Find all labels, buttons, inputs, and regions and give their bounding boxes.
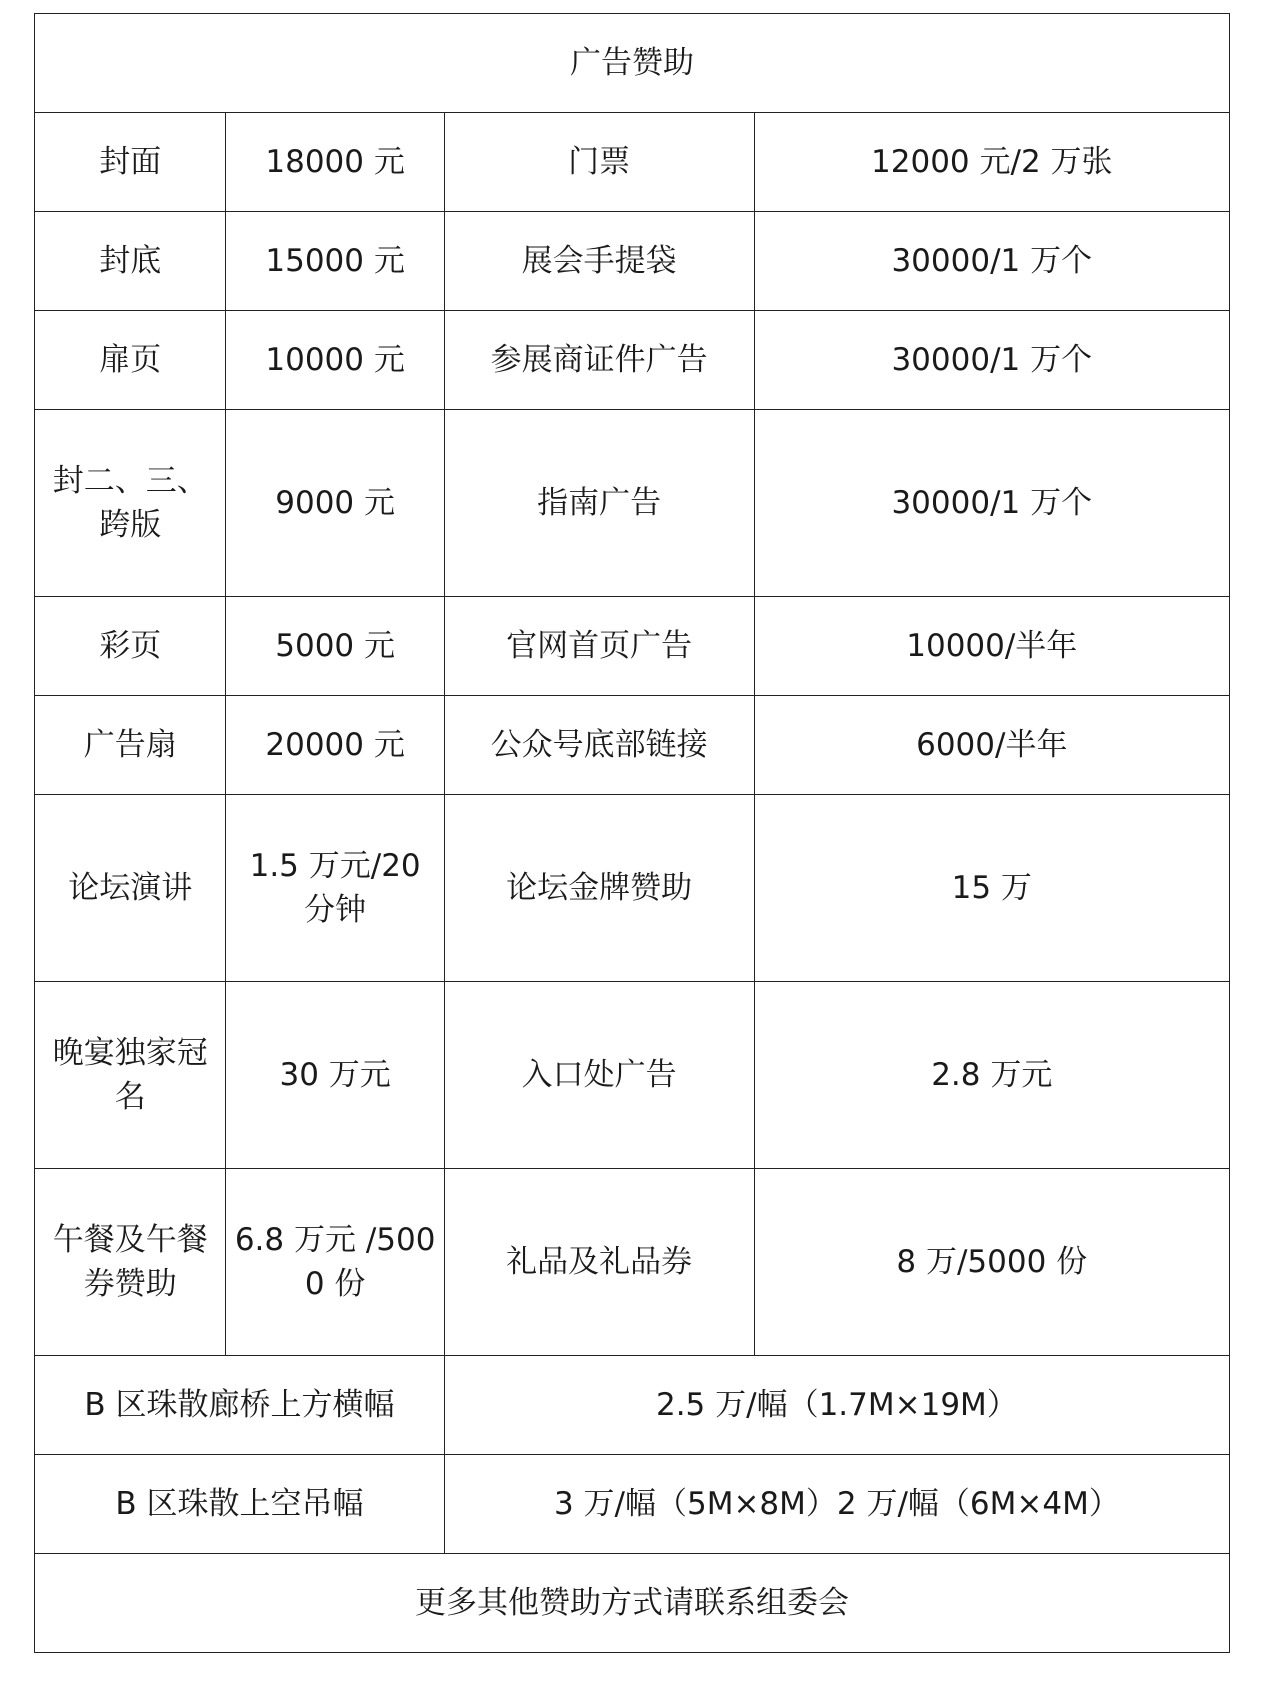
table-row-wide [35, 1356, 1230, 1455]
item-price: 2.5 万/幅（1.7M×19M） [444, 1356, 1229, 1455]
sponsorship-table [34, 13, 1230, 1653]
item-price: 30000/1 万个 [754, 410, 1229, 597]
item-name: 论坛演讲 [35, 795, 226, 982]
item-price: 30000/1 万个 [754, 311, 1229, 410]
table-row [35, 113, 1230, 212]
item-name: 广告扇 [35, 696, 226, 795]
table-title: 广告赞助 [35, 14, 1230, 113]
table-footer-note: 更多其他赞助方式请联系组委会 [35, 1554, 1230, 1653]
item-price: 1.5 万元/20 分钟 [226, 795, 444, 982]
item-name: 官网首页广告 [444, 597, 754, 696]
item-name: 公众号底部链接 [444, 696, 754, 795]
table-row [35, 597, 1230, 696]
table-row [35, 212, 1230, 311]
item-price: 30000/1 万个 [754, 212, 1229, 311]
item-name: 礼品及礼品券 [444, 1169, 754, 1356]
item-name: 入口处广告 [444, 982, 754, 1169]
item-name: 午餐及午餐券赞助 [35, 1169, 226, 1356]
table-row [35, 311, 1230, 410]
table-row [35, 696, 1230, 795]
item-name: 论坛金牌赞助 [444, 795, 754, 982]
table-footer-row [35, 1554, 1230, 1653]
item-name: 门票 [444, 113, 754, 212]
item-price: 15 万 [754, 795, 1229, 982]
item-price: 20000 元 [226, 696, 444, 795]
item-name: 封底 [35, 212, 226, 311]
item-price: 12000 元/2 万张 [754, 113, 1229, 212]
item-name: 指南广告 [444, 410, 754, 597]
item-price: 6.8 万元 /5000 份 [226, 1169, 444, 1356]
table-row [35, 982, 1230, 1169]
item-price: 2.8 万元 [754, 982, 1229, 1169]
table-row [35, 795, 1230, 982]
item-price: 30 万元 [226, 982, 444, 1169]
table-row-wide [35, 1455, 1230, 1554]
item-name: 展会手提袋 [444, 212, 754, 311]
item-name: 封面 [35, 113, 226, 212]
table-title-row [35, 14, 1230, 113]
item-price: 10000/半年 [754, 597, 1229, 696]
item-price: 10000 元 [226, 311, 444, 410]
item-price: 18000 元 [226, 113, 444, 212]
item-name: 参展商证件广告 [444, 311, 754, 410]
item-price: 8 万/5000 份 [754, 1169, 1229, 1356]
item-name: B 区珠散上空吊幅 [35, 1455, 445, 1554]
table-row [35, 410, 1230, 597]
item-price: 9000 元 [226, 410, 444, 597]
item-price: 3 万/幅（5M×8M）2 万/幅（6M×4M） [444, 1455, 1229, 1554]
item-price: 5000 元 [226, 597, 444, 696]
table-row [35, 1169, 1230, 1356]
item-price: 15000 元 [226, 212, 444, 311]
item-name: 封二、三、跨版 [35, 410, 226, 597]
item-name: 扉页 [35, 311, 226, 410]
item-name: 彩页 [35, 597, 226, 696]
item-name: B 区珠散廊桥上方横幅 [35, 1356, 445, 1455]
item-name: 晚宴独家冠名 [35, 982, 226, 1169]
item-price: 6000/半年 [754, 696, 1229, 795]
